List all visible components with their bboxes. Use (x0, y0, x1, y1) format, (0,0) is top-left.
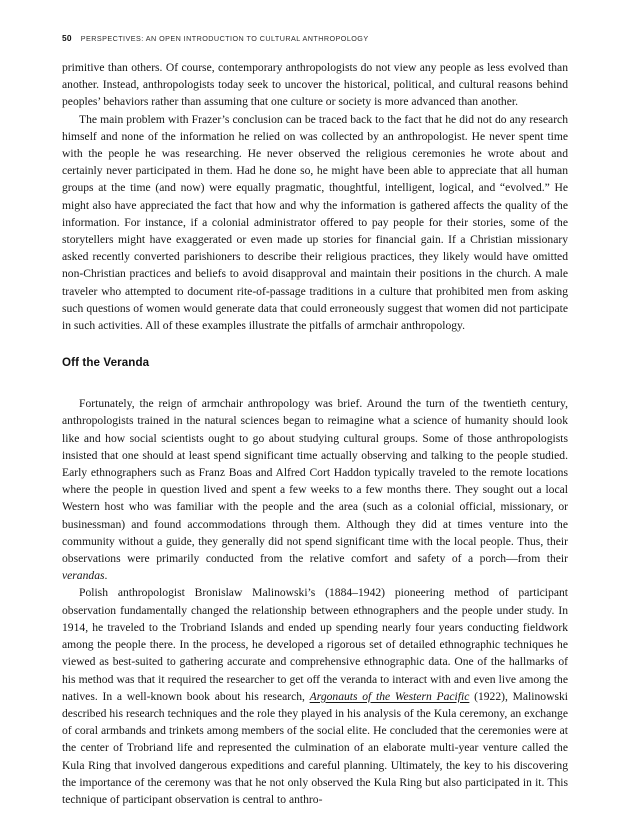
paragraph-4 (62, 584, 568, 808)
argonauts-citation-link[interactable]: Argonauts of the Western Pacific (309, 689, 470, 703)
paragraph-4-text-b: (1922), Malinowski described his research techniques and the role they played in his analysis of the Kula ceremony, an exchange of coral armbands and trinkets among members of the social elite. He concluded that the ceremonies were at the center of Trobriand life and represented the culmination of an elaborate multi-year venture called the Kula Ring that involved dangerous expeditions and careful planning. Ultimately, the key to his discovering the importance of the ceremony was that he not only observed the Kula Ring but also participated in it. This technique of participant observation is central to anthro- (62, 689, 568, 806)
paragraph-1: primitive than others. Of course, contemporary anthropologists do not view any people as less evolved than another. Instead, anthropologists today seek to uncover the historical, political, and cultural reasons behind peoples’ behaviors rather than assuming that one culture or society is more advanced than another. (62, 61, 568, 109)
running-head (62, 33, 568, 43)
body-text (62, 59, 568, 808)
paragraph-2: The main problem with Frazer’s conclusion can be traced back to the fact that he did not do any research himself and none of the information he relied on was collected by an anthropologist. He never spent time with the people he was researching. He never observed the religious ceremonies he wrote about and certainly never participated in them. Had he done so, he might have been able to appreciate that all human groups at the time (and now) were equally pragmatic, thoughtful, intelligent, logical, and “evolved.” He might also have appreciated the fact that how and why the information is gathered affects the quality of the information. For instance, if a colonial administrator offered to pay people for their stories, some of the storytellers might have exaggerated or even made up stories for financial gain. If a Christian missionary asked recently converted parishioners to describe their religious practices, they likely would have omitted non-Christian practices and beliefs to avoid disapproval and maintain their positions in the church. A male traveler who attempted to document rite-of-passage traditions in a culture that prohibited men from asking such questions of women would generate data that could erroneously suggest that women did not participate in such activities. All of these examples illustrate the pitfalls of armchair anthropology. (62, 112, 568, 333)
section-heading: Off the Veranda (62, 356, 150, 370)
page-number: 50 (62, 33, 72, 43)
paragraph-3-text-a: Fortunately, the reign of armchair anthropology was brief. Around the turn of the twentieth century, anthropologists trained in the natural sciences began to reimagine what a science of humanity should look like and how social scientists ought to go about studying cultural groups. Some of those anthropologists insisted that one should at least spend significant time actually observing and talking to the people studied. Early ethnographers such as Franz Boas and Alfred Cort Haddon typically traveled to the remote locations where the people in question lived and spent a few weeks to a few months there. They sought out a local Western host who was familiar with the people and the area (such as a colonial official, missionary, or businessman) and found accommodations through them. Although they did at times venture into the community without a guide, they generally did not spend significant time with the local people. Thus, their observations were primarily conducted from the relative comfort and safety of a porch—from their (62, 397, 568, 566)
paragraph-4-text-a: Polish anthropologist Bronislaw Malinowski’s (1884–1942) pioneering method of participant observation fundamentally changed the relationship between ethnographers and the people under study. In 1914, he traveled to the Trobriand Islands and ended up spending nearly four years conducting fieldwork among the people there. In the process, he developed a rigorous set of detailed ethnographic techniques he viewed as best-suited to gathering accurate and comprehensive ethnographic data. One of the hallmarks of his method was that it required the researcher to get off the veranda to interact with and even live among the natives. In a well-known book about his research, (62, 586, 568, 703)
paragraph-3-text-b: . (104, 569, 108, 583)
veranda-emphasis: verandas (62, 569, 105, 583)
paragraph-3 (62, 395, 568, 584)
running-head-title: PERSPECTIVES: AN OPEN INTRODUCTION TO CULTURAL ANTHROPOLOGY (80, 34, 369, 43)
